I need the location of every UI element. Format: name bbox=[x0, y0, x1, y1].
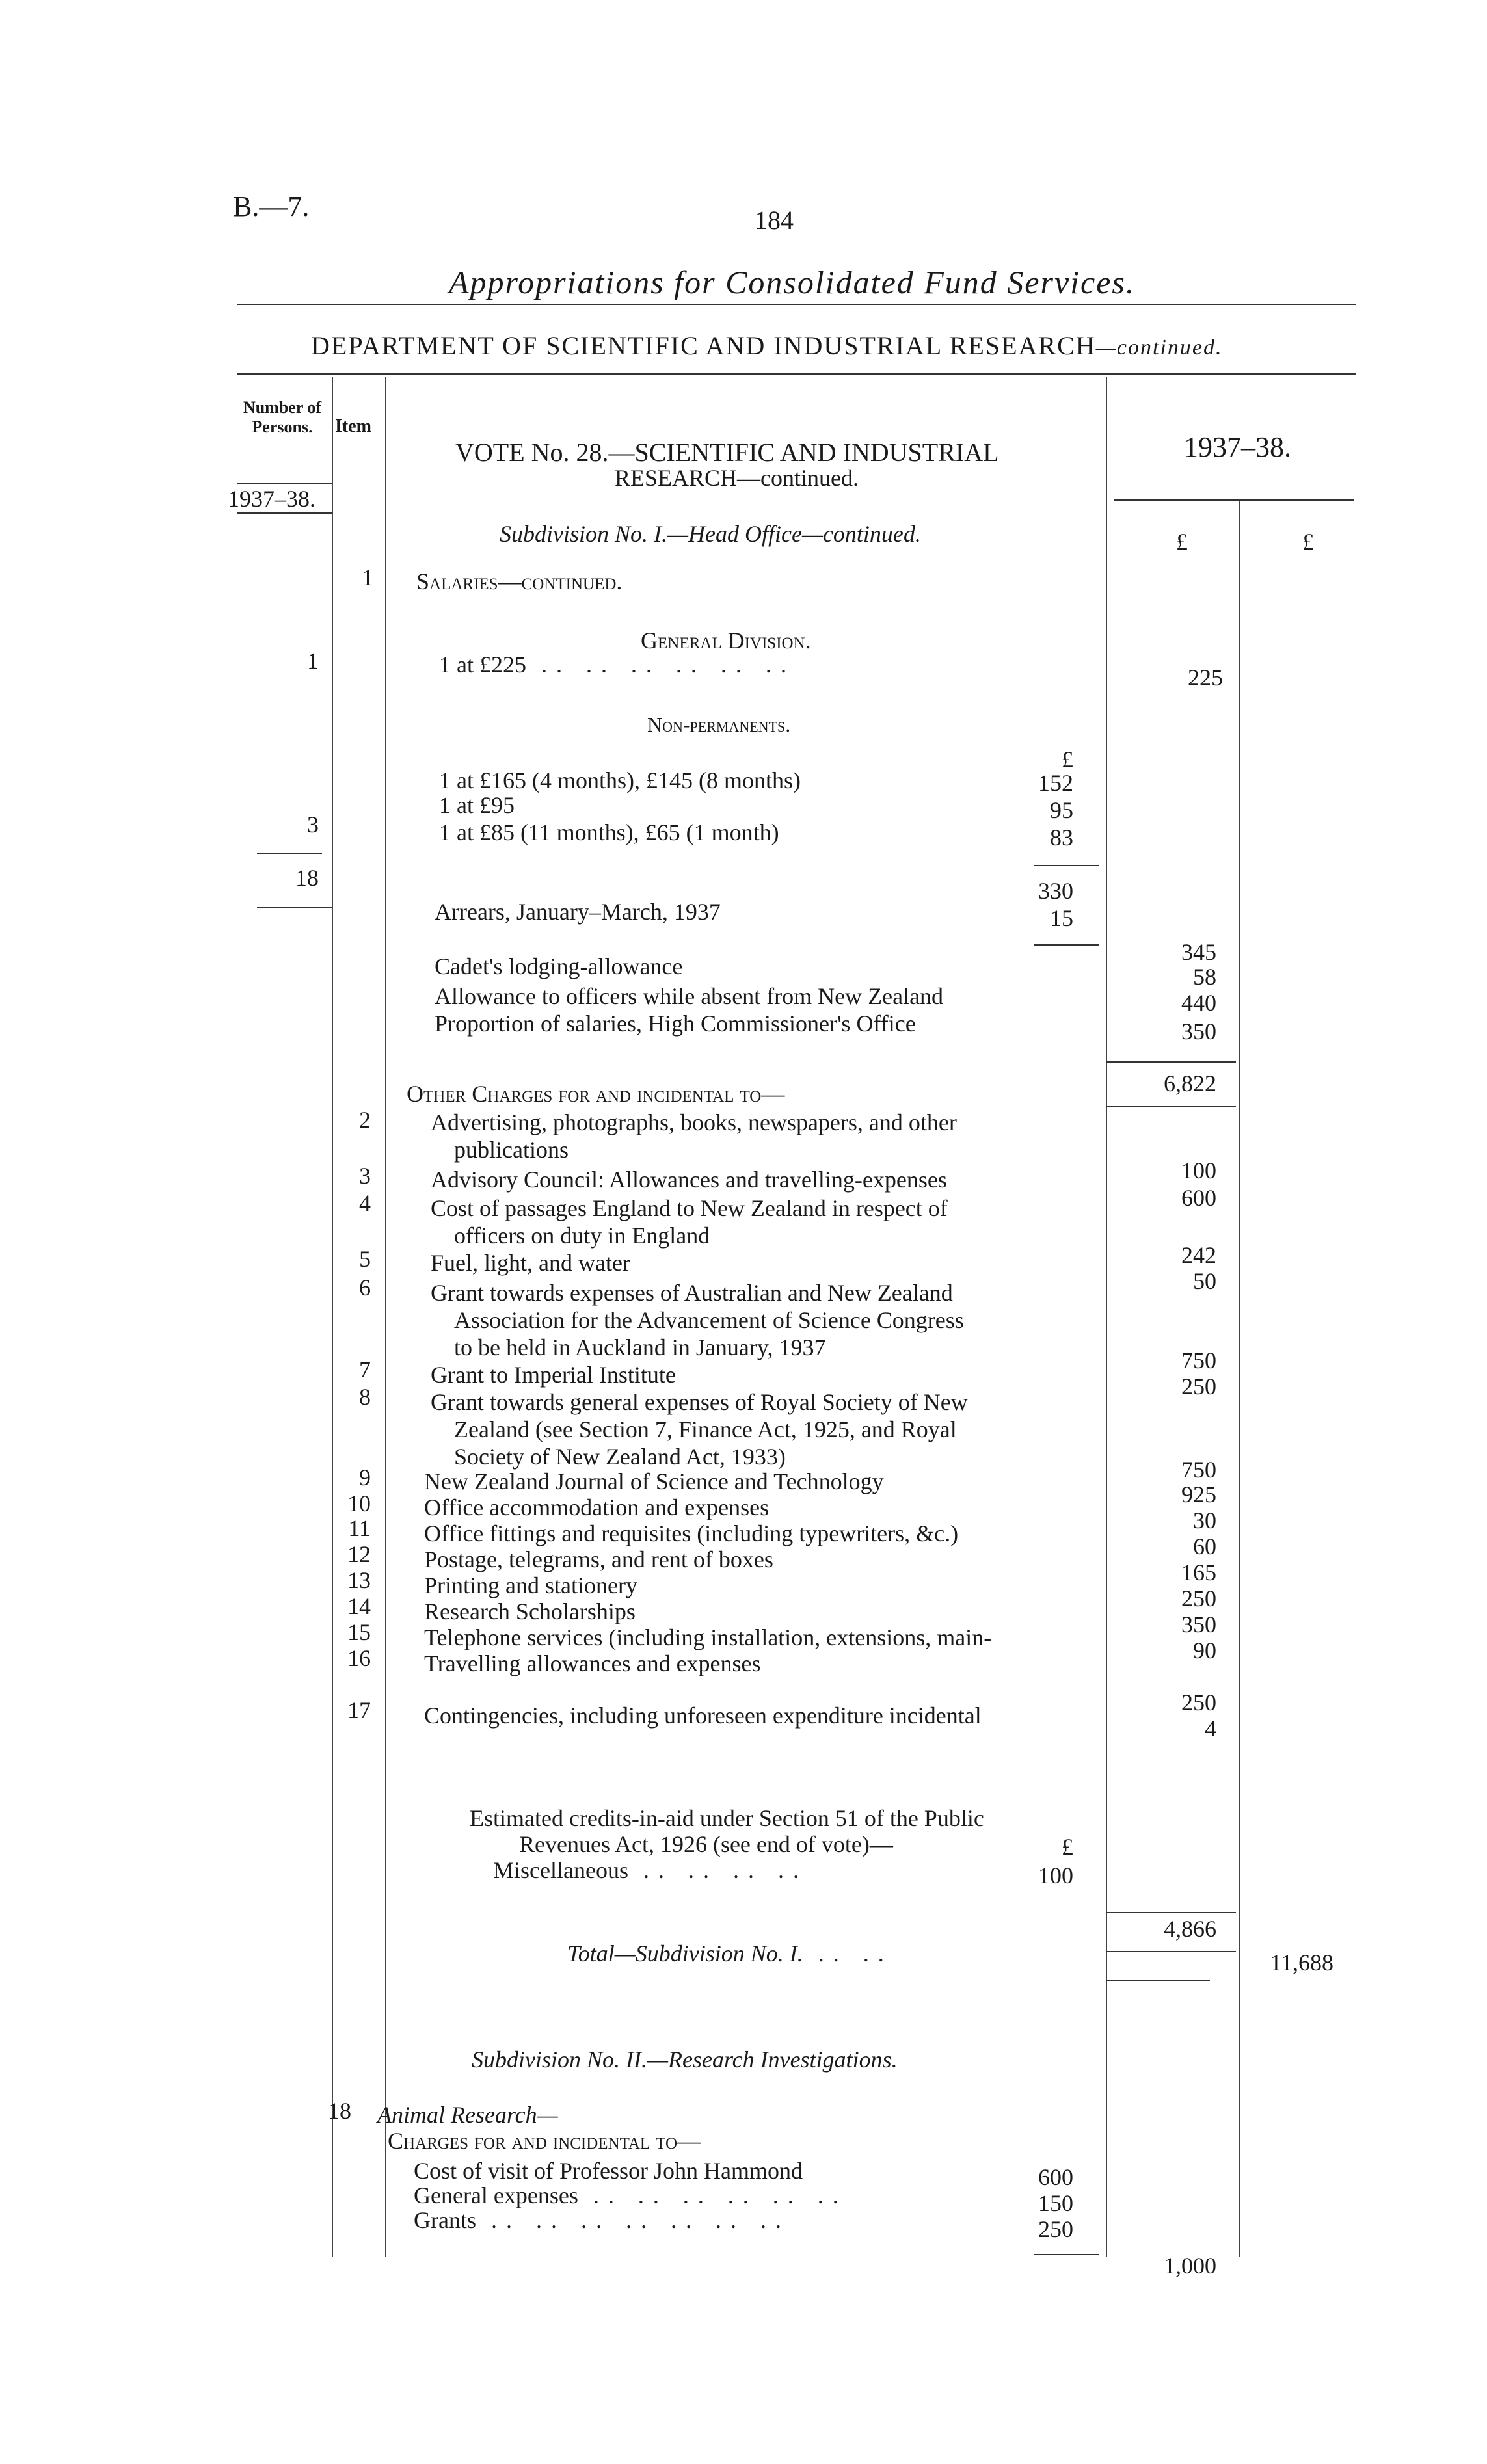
item-amount: 4 bbox=[1205, 1716, 1216, 1742]
item-number: 13 bbox=[347, 1567, 371, 1593]
table-top-rule bbox=[237, 373, 1356, 375]
item-description: Grant to Imperial Institute bbox=[431, 1362, 676, 1388]
item-amount: 250 bbox=[1181, 1689, 1216, 1716]
item-number-salaries: 1 bbox=[362, 564, 373, 590]
item-number: 7 bbox=[359, 1357, 371, 1383]
non-permanents-heading: Non-permanents. bbox=[647, 713, 791, 736]
non-permanents-pound: £ bbox=[1062, 747, 1073, 773]
item-number: 6 bbox=[359, 1275, 371, 1301]
item-description: Telephone services (including installation, extensions, main- bbox=[424, 1624, 992, 1650]
np-row: 1 at £85 (11 months), £65 (1 month) bbox=[439, 819, 779, 845]
credits-misc-amount: 100 bbox=[1038, 1862, 1073, 1888]
other-charges-heading: Other Charges for and incidental to— bbox=[407, 1081, 785, 1107]
leader-dots: .. .. bbox=[803, 1941, 893, 1967]
persons-subtotal-rule bbox=[257, 853, 322, 854]
item-amount: 925 bbox=[1181, 1481, 1216, 1507]
arrears-row: Arrears, January–March, 1937 bbox=[435, 899, 721, 925]
item-number: 16 bbox=[347, 1645, 371, 1671]
np-amount: 95 bbox=[1050, 797, 1073, 823]
item-description: Grant towards general expenses of Royal Society of New bbox=[431, 1389, 968, 1415]
vote-title-line1: VOTE No. 28.—SCIENTIFIC AND INDUSTRIAL bbox=[455, 438, 999, 467]
other-charges-total: 4,866 bbox=[1164, 1916, 1216, 1942]
persons-column-header: Number of Persons. bbox=[243, 398, 322, 436]
subdivision2-item-number: 18 bbox=[328, 2098, 351, 2124]
rule-item-desc bbox=[385, 377, 386, 2257]
item-description: Cost of passages England to New Zealand in respect of bbox=[431, 1195, 948, 1221]
credits-misc-label: Miscellaneous bbox=[493, 1857, 628, 1883]
leader-dots: .. .. .. .. .. .. bbox=[526, 652, 796, 678]
allowance-amount: 440 bbox=[1181, 990, 1216, 1016]
item-amount: 165 bbox=[1181, 1559, 1216, 1585]
item-description: Fuel, light, and water bbox=[431, 1250, 630, 1276]
leader-dots: .. .. .. .. .. .. bbox=[578, 2182, 848, 2208]
item-amount: 30 bbox=[1193, 1507, 1216, 1533]
item-number: 12 bbox=[347, 1541, 371, 1567]
department-name: DEPARTMENT OF SCIENTIFIC AND INDUSTRIAL RESEARCH bbox=[311, 331, 1096, 360]
item-number: 8 bbox=[359, 1384, 371, 1410]
allowance-row: Allowance to officers while absent from New Zealand bbox=[435, 983, 944, 1009]
item-description: to be held in Auckland in January, 1937 bbox=[454, 1334, 826, 1360]
np-subtotal: 330 bbox=[1038, 878, 1073, 904]
item-number: 3 bbox=[359, 1163, 371, 1189]
year-left-header: 1937–38. bbox=[228, 486, 315, 512]
year-left-rule bbox=[237, 512, 332, 514]
item-amount: 350 bbox=[1181, 1611, 1216, 1637]
rule-persons-item bbox=[332, 377, 333, 2257]
item-number: 14 bbox=[347, 1593, 371, 1619]
credits-pound: £ bbox=[1062, 1834, 1073, 1860]
salaries-total: 6,822 bbox=[1164, 1070, 1216, 1096]
salaries-heading: Salaries—continued. bbox=[416, 568, 623, 594]
item-description: officers on duty in England bbox=[454, 1223, 710, 1249]
department-suffix: —continued. bbox=[1095, 336, 1223, 360]
item-description: Research Scholarships bbox=[424, 1598, 636, 1624]
item-amount: 90 bbox=[1193, 1637, 1216, 1663]
item-description: publications bbox=[454, 1137, 569, 1163]
other-total-rule-bottom bbox=[1106, 1951, 1236, 1952]
item-description: Contingencies, including unforeseen expenditure incidental bbox=[424, 1702, 982, 1729]
page-number: 184 bbox=[755, 205, 794, 235]
animal-total: 1,000 bbox=[1164, 2253, 1216, 2279]
np-row: 1 at £165 (4 months), £145 (8 months) bbox=[439, 767, 801, 793]
leader-dots: .. .. .. .. bbox=[628, 1857, 808, 1883]
item-description: Zealand (see Section 7, Finance Act, 1925, and Royal bbox=[454, 1416, 957, 1442]
item-number: 5 bbox=[359, 1246, 371, 1272]
title-rule bbox=[237, 304, 1356, 305]
arrears-amount: 15 bbox=[1050, 905, 1073, 931]
general-amount: 225 bbox=[1188, 665, 1223, 691]
item-number: 9 bbox=[359, 1464, 371, 1490]
item-amount: 242 bbox=[1181, 1242, 1216, 1268]
credits-misc bbox=[493, 1857, 808, 1883]
item-amount: 250 bbox=[1181, 1373, 1216, 1399]
animal-row: Cost of visit of Professor John Hammond bbox=[414, 2158, 803, 2184]
animal-research-heading: Animal Research— bbox=[377, 2102, 558, 2128]
year-right-rule bbox=[1114, 499, 1354, 501]
animal-amount: 250 bbox=[1038, 2216, 1073, 2242]
subdivision1-total-label bbox=[567, 1941, 893, 1967]
allowance-amount: 58 bbox=[1193, 964, 1216, 990]
item-column-header: Item bbox=[335, 416, 371, 436]
item-description: Travelling allowances and expenses bbox=[424, 1650, 761, 1676]
item-description: Advisory Council: Allowances and travelling-expenses bbox=[431, 1167, 947, 1193]
rule-amount1-amount2 bbox=[1239, 501, 1240, 2257]
salaries-total-rule-top bbox=[1106, 1061, 1236, 1063]
item-amount: 50 bbox=[1193, 1268, 1216, 1294]
animal-row bbox=[414, 2207, 790, 2233]
item-amount: 750 bbox=[1181, 1457, 1216, 1483]
general-division-heading: General Division. bbox=[641, 628, 811, 654]
item-description: Advertising, photographs, books, newspapers, and other bbox=[431, 1109, 957, 1135]
animal-row-label: General expenses bbox=[414, 2182, 578, 2208]
salaries-total-rule-bottom bbox=[1106, 1106, 1236, 1107]
general-persons: 1 bbox=[307, 648, 319, 674]
item-number: 15 bbox=[347, 1619, 371, 1645]
allowance-row: Proportion of salaries, High Commissioner's Office bbox=[435, 1011, 916, 1037]
item-description: Printing and stationery bbox=[424, 1572, 637, 1598]
arrears-rule bbox=[1034, 944, 1099, 946]
animal-row-label: Grants bbox=[414, 2207, 476, 2233]
item-amount: 600 bbox=[1181, 1185, 1216, 1211]
item-description: Postage, telegrams, and rent of boxes bbox=[424, 1546, 773, 1572]
item-number: 11 bbox=[348, 1515, 371, 1541]
item-description: Association for the Advancement of Science Congress bbox=[454, 1307, 964, 1333]
pound-col1-header: £ bbox=[1176, 529, 1188, 555]
item-number: 10 bbox=[347, 1490, 371, 1517]
np-row: 1 at £95 bbox=[439, 792, 515, 818]
item-amount: 750 bbox=[1181, 1347, 1216, 1373]
other-total-rule-top bbox=[1106, 1912, 1236, 1913]
rule-desc-amount bbox=[1106, 377, 1107, 2257]
np-amount: 152 bbox=[1038, 770, 1073, 796]
subdivision1-heading: Subdivision No. I.—Head Office—continued. bbox=[500, 521, 921, 547]
item-description: Office fittings and requisites (including typewriters, &c.) bbox=[424, 1520, 959, 1546]
leader-dots: .. .. .. .. .. .. .. bbox=[476, 2207, 790, 2233]
animal-amount: 150 bbox=[1038, 2190, 1073, 2216]
item-description: Grant towards expenses of Australian and New Zealand bbox=[431, 1280, 953, 1306]
salaries-subtotal: 345 bbox=[1181, 939, 1216, 965]
credits-line2: Revenues Act, 1926 (see end of vote)— bbox=[519, 1831, 893, 1857]
np-persons: 3 bbox=[307, 812, 319, 838]
general-row-label: 1 at £225 bbox=[439, 652, 526, 678]
total-persons: 18 bbox=[295, 865, 319, 891]
item-description: Society of New Zealand Act, 1933) bbox=[454, 1444, 786, 1470]
department-heading bbox=[311, 330, 1222, 361]
animal-amount: 600 bbox=[1038, 2164, 1073, 2190]
vote-title-line2: RESEARCH—continued. bbox=[615, 465, 859, 491]
subdivision1-total-text: Total—Subdivision No. I. bbox=[567, 1941, 803, 1967]
page-title: Appropriations for Consolidated Fund Services. bbox=[449, 264, 1136, 300]
persons-total-rule bbox=[257, 907, 332, 908]
year-right-header: 1937–38. bbox=[1184, 431, 1291, 463]
item-number: 4 bbox=[359, 1190, 371, 1216]
item-number: 2 bbox=[359, 1107, 371, 1133]
item-amount: 60 bbox=[1193, 1533, 1216, 1559]
item-description: Office accommodation and expenses bbox=[424, 1494, 770, 1520]
other-total-rule-short bbox=[1106, 1980, 1210, 1981]
item-description: New Zealand Journal of Science and Technology bbox=[424, 1468, 884, 1494]
animal-row bbox=[414, 2182, 848, 2208]
item-amount: 250 bbox=[1181, 1585, 1216, 1611]
charges-heading: Charges for and incidental to— bbox=[388, 2128, 701, 2154]
allowance-amount: 350 bbox=[1181, 1018, 1216, 1044]
np-subtotal-rule bbox=[1034, 865, 1099, 866]
persons-header-rule bbox=[237, 483, 332, 484]
item-amount: 100 bbox=[1181, 1158, 1216, 1184]
np-amount: 83 bbox=[1050, 825, 1073, 851]
subdivision2-heading: Subdivision No. II.—Research Investigations. bbox=[472, 2047, 898, 2073]
animal-subtotal-rule bbox=[1034, 2254, 1099, 2255]
item-number: 17 bbox=[347, 1697, 371, 1723]
pound-col2-header: £ bbox=[1302, 529, 1314, 555]
general-row bbox=[439, 652, 796, 678]
page-ref: B.—7. bbox=[233, 191, 310, 222]
subdivision1-total-amount: 11,688 bbox=[1270, 1950, 1333, 1976]
allowance-row: Cadet's lodging-allowance bbox=[435, 953, 683, 979]
credits-line1: Estimated credits-in-aid under Section 51 of the Public bbox=[470, 1805, 984, 1831]
